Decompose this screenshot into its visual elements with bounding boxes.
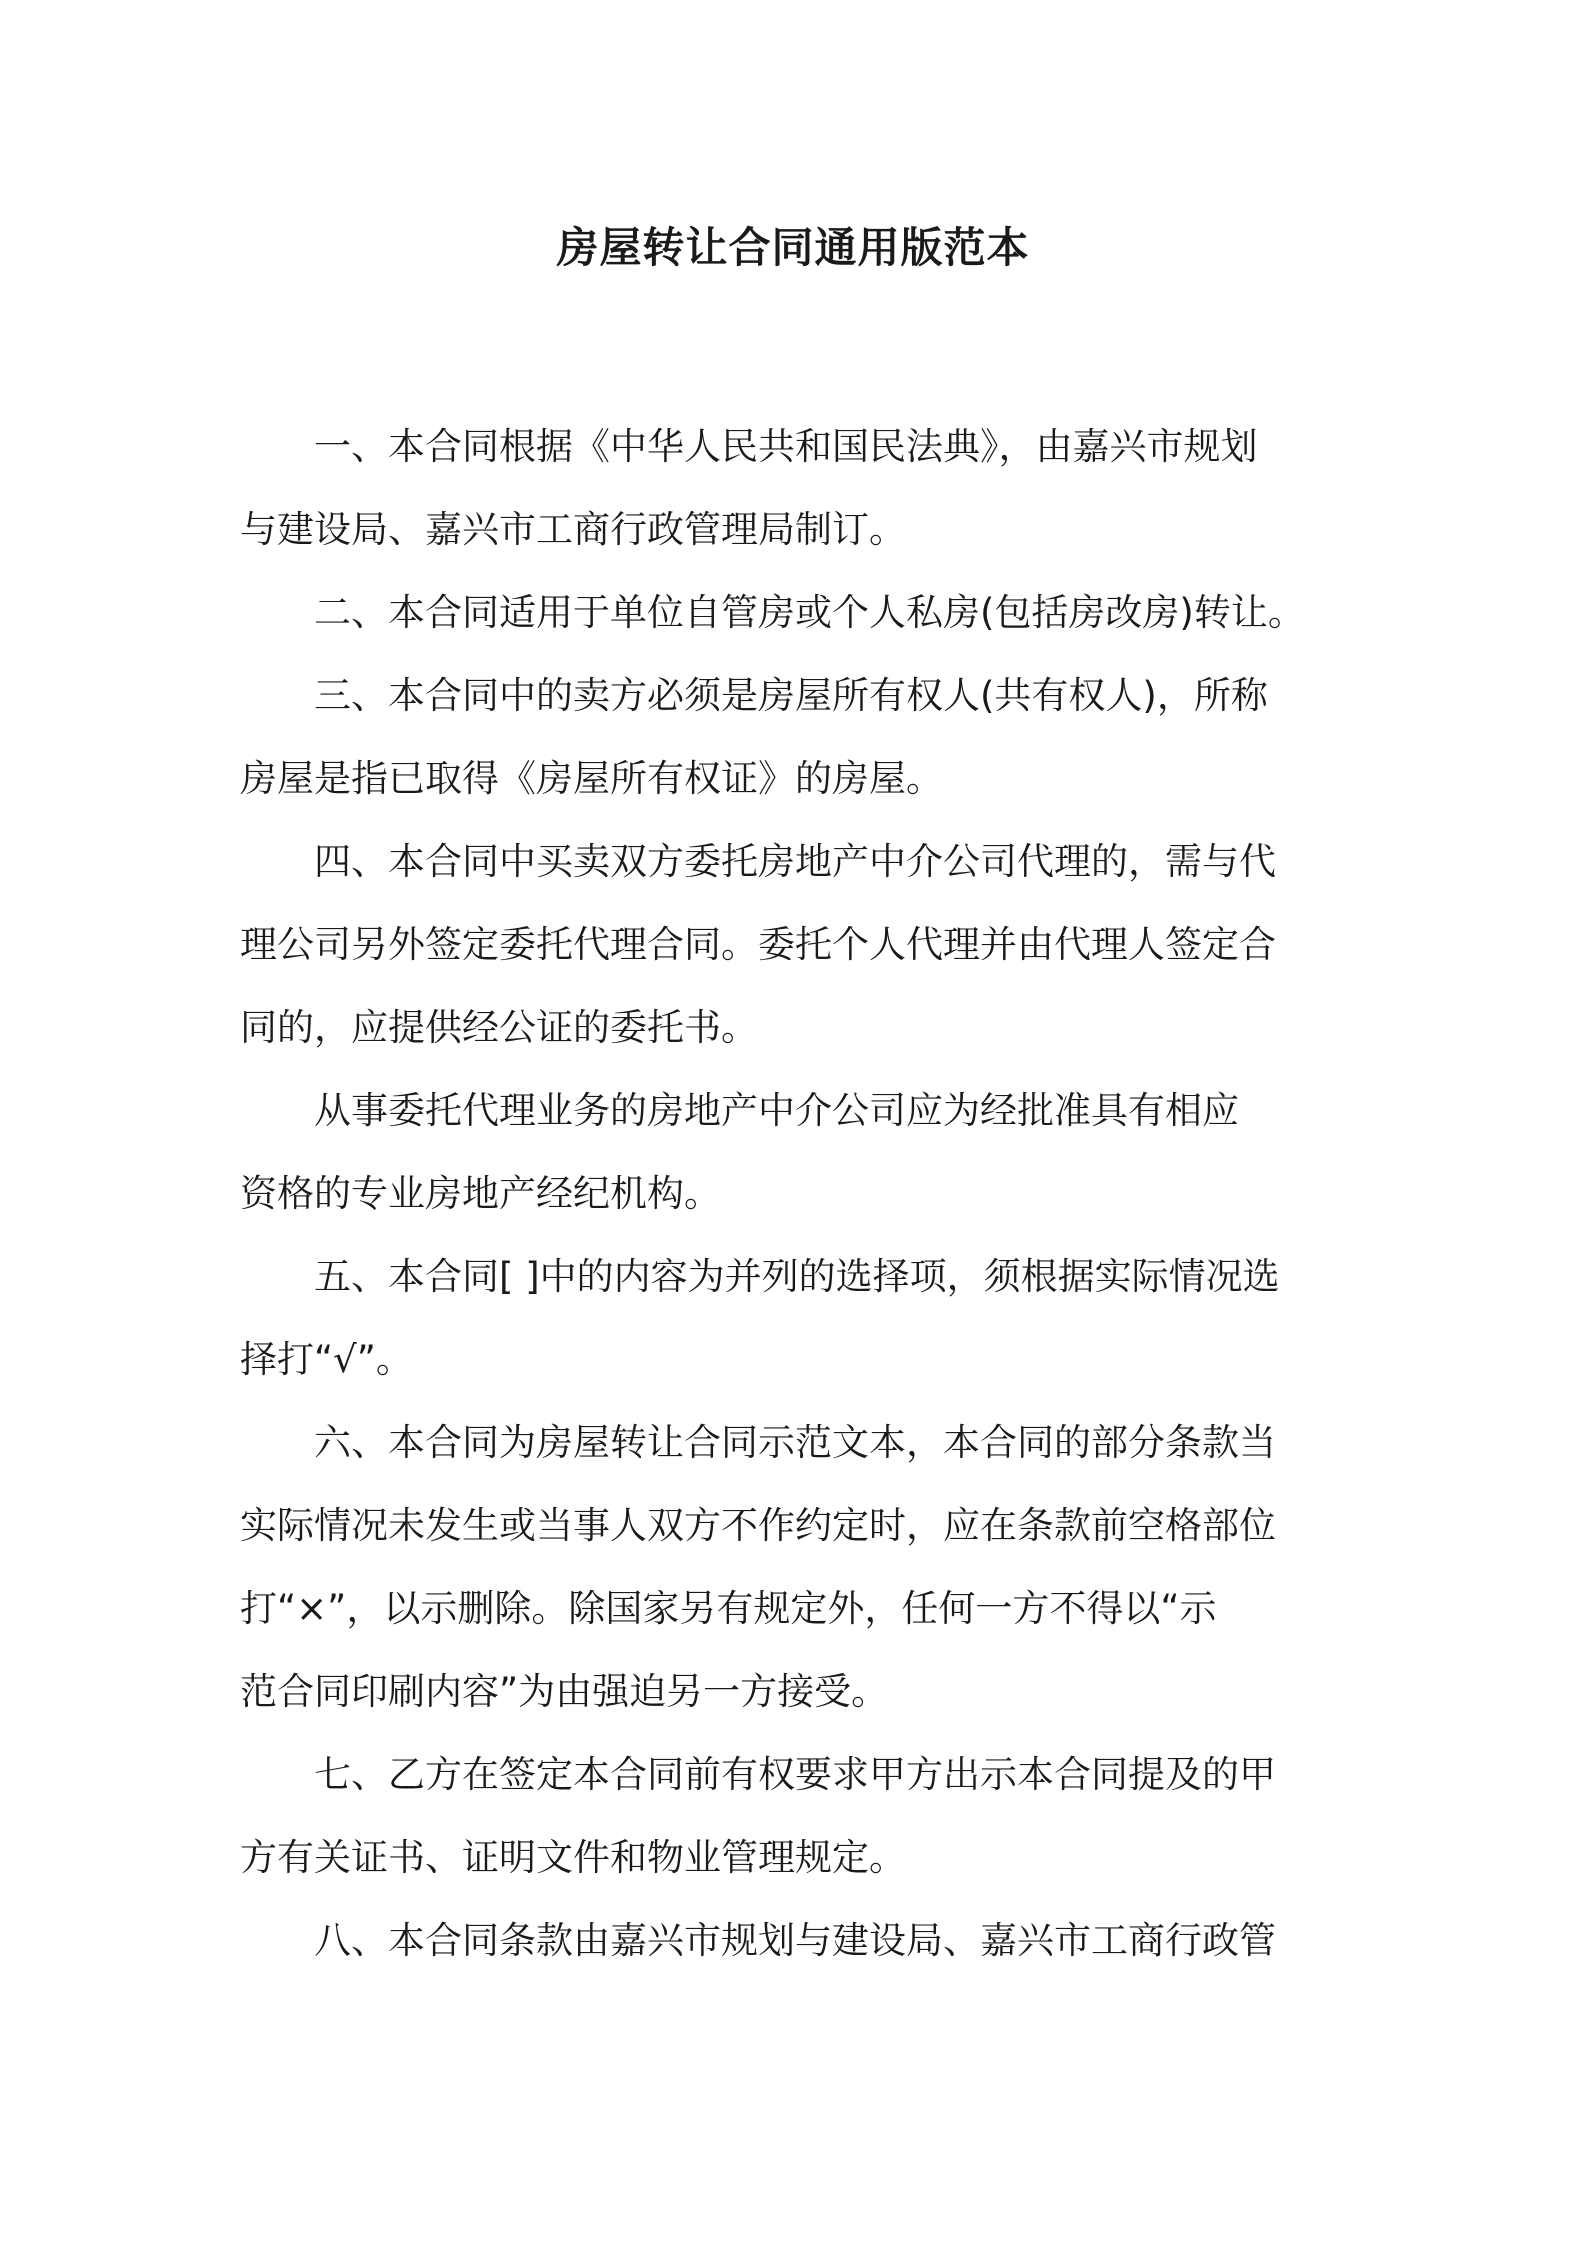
text-line: 一、本合同根据《中华人民共和国民法典》，由嘉兴市规划 <box>314 425 1258 468</box>
text-line: 从事委托代理业务的房地产中介公司应为经批准具有相应 <box>314 1089 1239 1132</box>
paragraph-4 <box>240 820 1360 1069</box>
paragraph-5 <box>240 1069 1360 1235</box>
text-line: 范合同印刷内容”为由强迫另一方接受。 <box>240 1670 889 1713</box>
text-line: 资格的专业房地产经纪机构。 <box>240 1172 721 1215</box>
text-line: 择打“√”。 <box>240 1338 413 1381</box>
paragraph-3 <box>240 654 1360 820</box>
paragraph-2 <box>240 571 1360 654</box>
text-line: 六、本合同为房屋转让合同示范文本，本合同的部分条款当 <box>314 1421 1276 1464</box>
document-title: 房屋转让合同通用版范本 <box>556 223 1030 272</box>
document-body <box>240 405 1360 1982</box>
text-line: 理公司另外签定委托代理合同。委托个人代理并由代理人签定合 <box>240 923 1276 966</box>
text-line: 方有关证书、证明文件和物业管理规定。 <box>240 1836 906 1879</box>
text-line: 四、本合同中买卖双方委托房地产中介公司代理的，需与代 <box>314 840 1276 883</box>
text-line: 打“×”，以示删除。除国家另有规定外，任何一方不得以“示 <box>240 1587 1217 1630</box>
text-line: 五、本合同[ ]中的内容为并列的选择项，须根据实际情况选 <box>314 1255 1280 1298</box>
text-line: 七、乙方在签定本合同前有权要求甲方出示本合同提及的甲 <box>314 1753 1276 1796</box>
text-line: 同的，应提供经公证的委托书。 <box>240 1006 758 1049</box>
text-line: 二、本合同适用于单位自管房或个人私房(包括房改房)转让。 <box>314 591 1305 634</box>
text-line: 与建设局、嘉兴市工商行政管理局制订。 <box>240 508 906 551</box>
text-line: 实际情况未发生或当事人双方不作约定时，应在条款前空格部位 <box>240 1504 1276 1547</box>
text-line: 三、本合同中的卖方必须是房屋所有权人(共有权人)，所称 <box>314 674 1268 717</box>
paragraph-1 <box>240 405 1360 571</box>
text-line: 房屋是指已取得《房屋所有权证》的房屋。 <box>240 757 943 800</box>
paragraph-8 <box>240 1733 1360 1899</box>
paragraph-9 <box>240 1899 1360 1982</box>
paragraph-7 <box>240 1401 1360 1733</box>
text-line: 八、本合同条款由嘉兴市规划与建设局、嘉兴市工商行政管 <box>314 1919 1276 1962</box>
paragraph-6 <box>240 1235 1360 1401</box>
